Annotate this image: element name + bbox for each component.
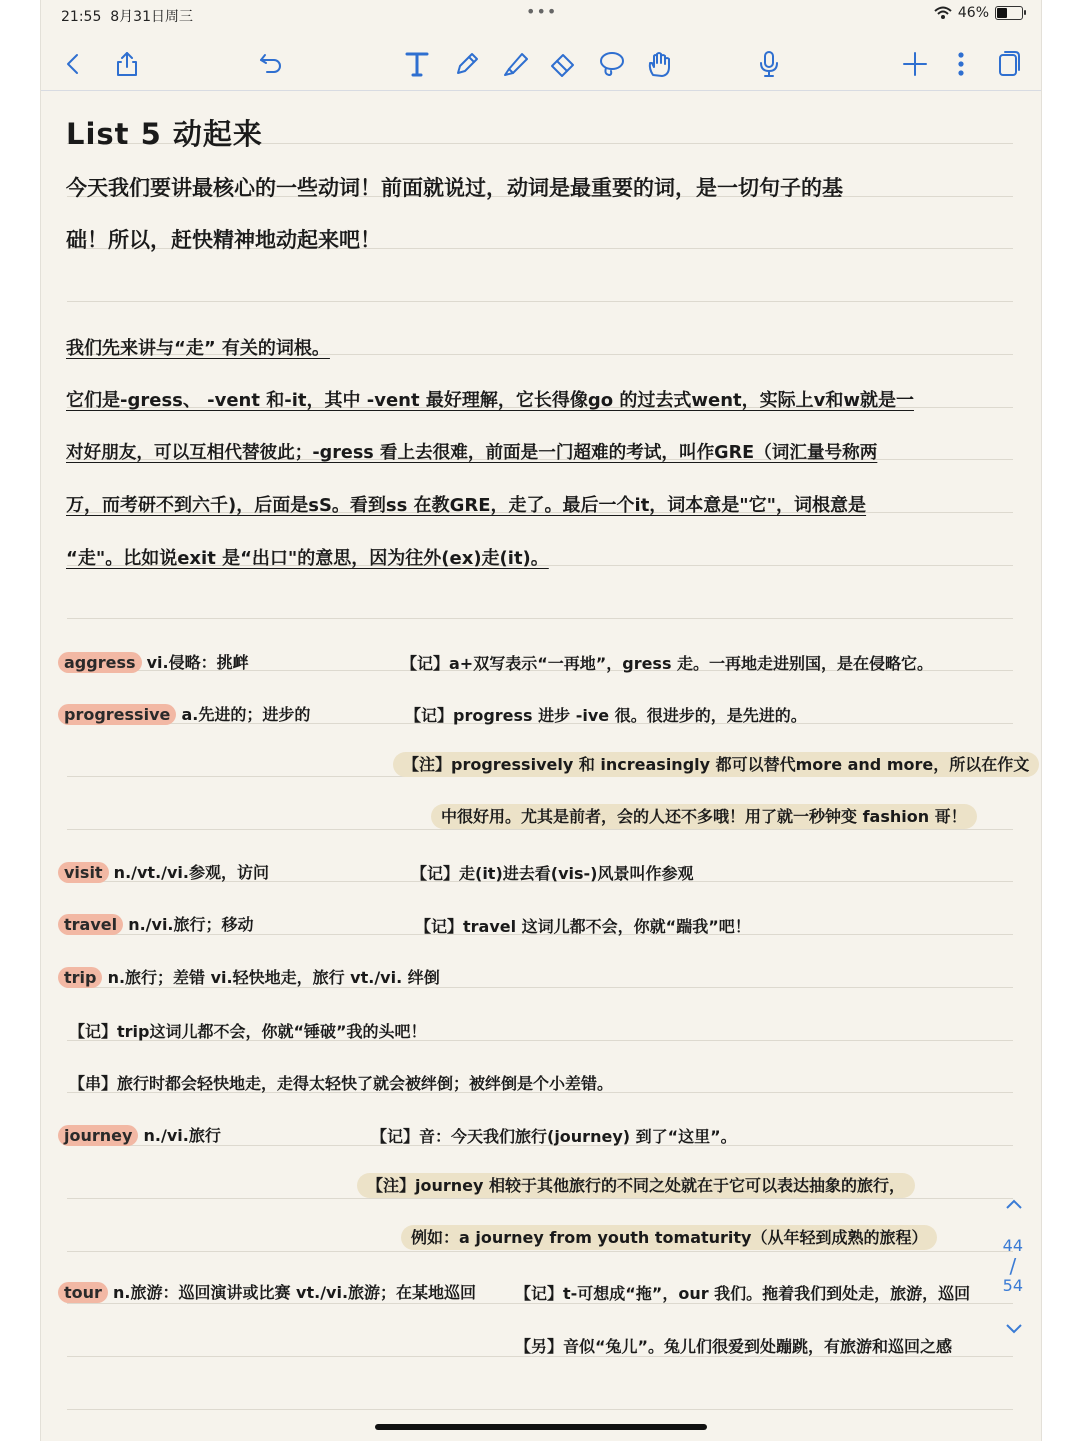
definition: a.先进的；进步的	[181, 705, 311, 724]
ruled-line	[67, 1409, 1013, 1410]
notes-toolbar	[41, 36, 1041, 91]
definition: vi.侵略：挑衅	[146, 653, 249, 672]
microphone-icon[interactable]	[749, 44, 789, 84]
vocab-word: tour	[58, 1282, 108, 1303]
status-bar	[41, 0, 1041, 30]
ruled-line	[67, 829, 1013, 830]
multitasking-dots[interactable]: •••	[526, 2, 558, 21]
eraser-icon[interactable]	[543, 44, 583, 84]
vocab-word: trip	[58, 967, 102, 988]
vocab-word: travel	[58, 914, 123, 935]
pen-icon[interactable]	[447, 44, 487, 84]
battery-icon	[995, 6, 1023, 20]
entry-trip	[58, 965, 440, 988]
page-down-icon[interactable]	[1005, 1320, 1023, 1339]
add-icon[interactable]	[895, 44, 935, 84]
note-journey-1: 【注】journey 相较于其他旅行的不同之处就在于它可以表达抽象的旅行，	[357, 1173, 915, 1196]
vocab-word: progressive	[58, 704, 176, 725]
ipad-screen	[40, 0, 1042, 1441]
ruled-line	[67, 1251, 1013, 1252]
memo-progressive: 【记】progress 进步 -ive 很。很进步的，是先进的。	[405, 706, 807, 725]
undo-icon[interactable]	[251, 44, 291, 84]
root-explanation-3: 万，而考研不到六千)，后面是sS。看到ss 在教GRE，走了。最后一个it，词本意是"它"，词根意是	[66, 495, 867, 516]
status-time: 21:55 8月31日周三	[61, 9, 193, 25]
page-separator: /	[1009, 1254, 1017, 1278]
vocab-word: aggress	[58, 652, 142, 673]
note-title: List 5 动起来	[66, 117, 263, 151]
intro-line-2: 础！所以，赶快精神地动起来吧！	[66, 228, 381, 252]
memo-travel: 【记】travel 这词儿都不会，你就“踹我”吧！	[415, 917, 751, 936]
vocab-word: journey	[58, 1125, 138, 1146]
root-explanation-1: 它们是-gress、 -vent 和-it，其中 -vent 最好理解，它长得像go 的过去式went，实际上v和w就是一	[66, 390, 914, 411]
pages-icon[interactable]	[989, 44, 1029, 84]
root-explanation-4: “走"。比如说exit 是“出口"的意思，因为往外(ex)走(it)。	[66, 548, 549, 569]
chain-trip: 【串】旅行时都会轻快地走，走得太轻快了就会被绊倒；被绊倒是个小差错。	[69, 1074, 614, 1093]
total-pages: 54	[1002, 1276, 1023, 1295]
entry-travel	[58, 912, 254, 935]
ruled-line	[67, 618, 1013, 619]
current-page: 44	[1002, 1236, 1023, 1255]
more-icon[interactable]	[941, 44, 981, 84]
memo-aggress: 【记】a+双写表示“一再地”，gress 走。一再地走进别国，是在侵略它。	[401, 654, 934, 673]
wifi-icon	[934, 6, 952, 20]
entry-aggress	[58, 650, 249, 673]
entry-progressive	[58, 702, 310, 725]
highlighter-icon[interactable]	[495, 44, 535, 84]
root-heading: 我们先来讲与“走” 有关的词根。	[66, 338, 330, 359]
memo-visit: 【记】走(it)进去看(vis-)风景叫作参观	[411, 864, 694, 883]
page-up-icon[interactable]	[1005, 1195, 1023, 1214]
note-progressive-1: 【注】progressively 和 increasingly 都可以替代more and more，所以在作文	[393, 752, 1039, 775]
lasso-icon[interactable]	[591, 44, 631, 84]
hand-icon[interactable]	[639, 44, 679, 84]
root-explanation-2: 对好朋友，可以互相代替彼此；-gress 看上去很难，前面是一门超难的考试，叫作GRE（词汇量号称两	[66, 443, 878, 463]
memo-trip: 【记】trip这词儿都不会，你就“锤破”我的头吧！	[69, 1022, 427, 1041]
alt-tour: 【另】音似“兔儿”。兔儿们很爱到处蹦跳，有旅游和巡回之感	[515, 1337, 953, 1356]
entry-tour	[58, 1280, 476, 1303]
ruled-line	[67, 1198, 1013, 1199]
battery-percent: 46%	[957, 5, 989, 21]
definition: n./vt./vi.参观，访问	[113, 863, 269, 882]
text-tool-icon[interactable]	[397, 44, 437, 84]
definition: n.旅游：巡回演讲或比赛 vt./vi.旅游；在某地巡回	[113, 1283, 477, 1302]
back-icon[interactable]	[53, 44, 93, 84]
ruled-line	[67, 301, 1013, 302]
share-icon[interactable]	[107, 44, 147, 84]
memo-tour: 【记】t-可想成“拖”，our 我们。拖着我们到处走，旅游，巡回	[515, 1284, 971, 1303]
definition: n.旅行；差错 vi.轻快地走，旅行 vt./vi. 绊倒	[107, 968, 440, 987]
definition: n./vi.旅行；移动	[128, 915, 254, 934]
home-indicator[interactable]	[375, 1424, 707, 1430]
memo-journey: 【记】音：今天我们旅行(journey) 到了“这里”。	[371, 1127, 737, 1146]
entry-visit	[58, 860, 269, 883]
vocab-word: visit	[58, 862, 109, 883]
note-journey-2: 例如：a journey from youth tomaturity（从年轻到成熟的旅程）	[401, 1225, 937, 1248]
intro-line-1: 今天我们要讲最核心的一些动词！前面就说过，动词是最重要的词，是一切句子的基	[66, 176, 843, 200]
note-progressive-2: 中很好用。尤其是前者，会的人还不多哦！用了就一秒钟变 fashion 哥！	[431, 804, 977, 827]
note-page[interactable]	[41, 90, 1041, 1441]
entry-journey	[58, 1123, 221, 1146]
page-indicator	[1003, 1236, 1023, 1296]
definition: n./vi.旅行	[143, 1126, 221, 1145]
